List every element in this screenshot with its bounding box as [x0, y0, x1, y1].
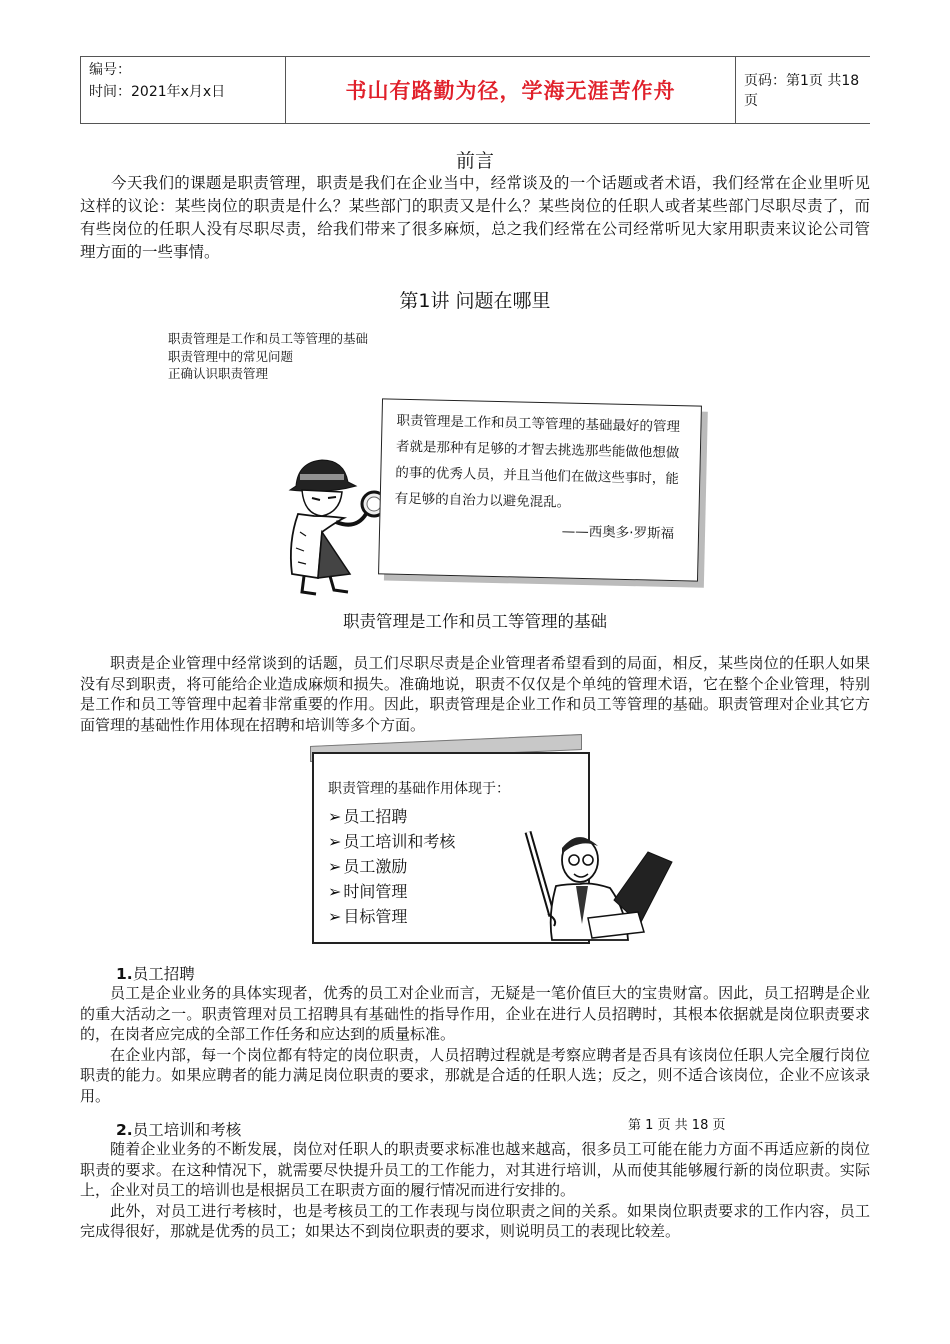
framed-list-item: ➢ 员工培训和考核 — [328, 832, 456, 851]
preface-title: 前言 — [455, 150, 494, 172]
quote-card — [378, 398, 702, 581]
arrow-bullet-icon: ➢ — [328, 807, 342, 826]
header-meta — [81, 57, 286, 123]
part1-paragraph: 在企业内部，每一个岗位都有特定的岗位职责，人员招聘过程就是考察应聘者是否具有该岗位任职人完全履行岗位职责的能力。如果应聘者的能力满足岗位职责的要求，那就是合适的任职人选；反之，则不适合该岗位，企业不应该录用。 — [80, 1045, 870, 1105]
document-number: 编号： — [89, 62, 131, 78]
framed-list-heading: 职责管理的基础作用体现于： — [328, 781, 510, 797]
arrow-bullet-icon: ➢ — [328, 907, 342, 926]
writer-illustration — [518, 824, 674, 942]
part1-body — [80, 983, 870, 1106]
part1-heading: 1.员工招聘 — [116, 965, 195, 983]
arrow-bullet-icon: ➢ — [328, 857, 342, 876]
quote-text: 职责管理是工作和员工等管理的基础最好的管理者就是那种有足够的才智去挑选那些能做他想做的事的优秀人员，并且当他们在做这些事时，能有足够的自治力以避免混乱。 — [394, 412, 681, 511]
framed-list-item: ➢ 员工激励 — [328, 857, 408, 876]
outline-item: 正确认识职责管理 — [168, 366, 269, 381]
detective-illustration — [278, 452, 390, 598]
page-number: 第 1 页 共 18 页 — [628, 1118, 726, 1133]
outline-item: 职责管理中的常见问题 — [168, 348, 294, 364]
part2-body — [80, 1139, 870, 1242]
header-page-info: 页码：第1页 共18页 — [744, 73, 860, 109]
lecture-outline — [168, 330, 368, 383]
framed-list-item: ➢ 员工招聘 — [328, 807, 408, 826]
section-body — [80, 653, 870, 735]
part2-heading: 2.员工培训和考核 — [116, 1121, 242, 1139]
part1-paragraph: 员工是企业业务的具体实现者，优秀的员工对企业而言，无疑是一笔价值巨大的宝贵财富。因此，员工招聘是企业的重大活动之一。职责管理对员工招聘具有基础性的指导作用，企业在进行人员招聘时，其根本依据就是岗位职责要求的，在岗者应完成的全部工作任务和应达到的质量标准。 — [80, 984, 870, 1043]
arrow-bullet-icon: ➢ — [328, 882, 342, 901]
section-paragraph: 职责是企业管理中经常谈到的话题，员工们尽职尽责是企业管理者希望看到的局面，相反，某些岗位的任职人如果没有尽到职责，将可能给企业造成麻烦和损失。准确地说，职责不仅仅是个单纯的管理术语，它在整个企业管理，特别是工作和员工等管理中起着非常重要的作用。因此，职责管理是企业工作和员工等管理的基础。职责管理对企业其它方面管理的基础性作用体现在招聘和培训等多个方面。 — [80, 654, 870, 734]
lecture-title: 第1讲 问题在哪里 — [399, 290, 551, 312]
part2-paragraph: 随着企业业务的不断发展，岗位对任职人的职责要求标准也越来越高，很多员工可能在能力方面不再适应新的岗位职责的要求。在这种情况下，就需要尽快提升员工的工作能力，对其进行培训，从而使其能够履行新的岗位职责。实际上，企业对员工的培训也是根据员工在职责方面的履行情况而进行安排的。 — [80, 1140, 870, 1199]
part2-paragraph: 此外，对员工进行考核时，也是考核员工的工作表现与岗位职责之间的关系。如果岗位职责要求的工作内容，员工完成得很好，那就是优秀的员工；如果达不到岗位职责的要求，则说明员工的表现比较差。 — [80, 1201, 870, 1240]
preface-body — [80, 172, 870, 264]
framed-list-item: ➢ 目标管理 — [328, 907, 408, 926]
preface-paragraph: 今天我们的课题是职责管理，职责是我们在企业当中，经常谈及的一个话题或者术语，我们经常在企业里听见这样的议论：某些岗位的职责是什么？某些部门的职责又是什么？某些岗位的任职人或者某些部门尽职尽责了，而有些岗位的任职人没有尽职尽责，给我们带来了很多麻烦，总之我们经常在公司经常听见大家用职责来议论公司管理方面的一些事情。 — [80, 174, 870, 261]
section-title: 职责管理是工作和员工等管理的基础 — [343, 612, 607, 631]
document-date: 时间：2021年x月x日 — [89, 84, 226, 100]
header-motto: 书山有路勤为径，学海无涯苦作舟 — [286, 57, 736, 123]
arrow-bullet-icon: ➢ — [328, 832, 342, 851]
quote-author: ——西奥多·罗斯福 — [561, 523, 675, 543]
header-table — [80, 56, 870, 124]
framed-list-item: ➢ 时间管理 — [328, 882, 408, 901]
outline-item: 职责管理是工作和员工等管理的基础 — [168, 331, 369, 346]
